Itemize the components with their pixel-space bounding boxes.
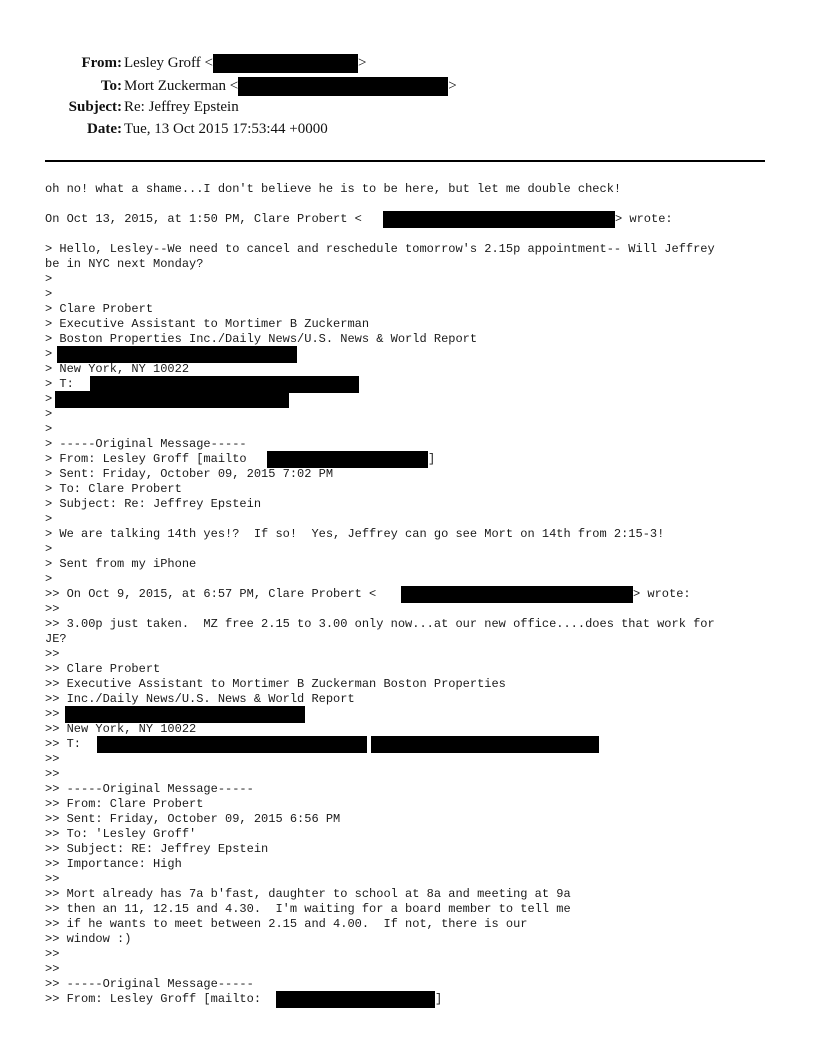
body-line: >> <box>45 602 60 616</box>
body-line: >> New York, NY 10022 <box>45 722 197 736</box>
body-line: >> <box>45 872 60 886</box>
date-label: Date: <box>87 121 122 137</box>
body-line: > New York, NY 10022 <box>45 362 190 376</box>
body-line: >> T: <box>45 737 785 752</box>
body-line: > <box>45 272 53 286</box>
body-line: >> Clare Probert <box>45 662 161 676</box>
body-line: > Clare Probert <box>45 302 154 316</box>
body-line: >> <box>45 647 60 661</box>
body-line: >> From: Lesley Groff [mailto: ] <box>45 992 443 1006</box>
body-line: > Executive Assistant to Mortimer B Zuckerman <box>45 317 370 331</box>
body-line: > Subject: Re: Jeffrey Epstein <box>45 497 262 511</box>
body-line: >> <box>45 767 60 781</box>
redaction-block <box>401 586 633 603</box>
body-line: > <box>45 422 53 436</box>
redaction-block <box>267 451 428 468</box>
body-line: >> -----Original Message----- <box>45 782 254 796</box>
body-line: >> <box>45 707 785 722</box>
from-value: Lesley Groff < > <box>124 53 366 73</box>
body-line: > To: Clare Probert <box>45 482 182 496</box>
body-line: >> -----Original Message----- <box>45 977 254 991</box>
subject-label: Subject: <box>68 99 122 115</box>
redaction-block <box>371 736 599 753</box>
body-line: >> Subject: RE: Jeffrey Epstein <box>45 842 269 856</box>
body-line: >> From: Clare Probert <box>45 797 204 811</box>
body-line: >> On Oct 9, 2015, at 6:57 PM, Clare Probert < > wrote: <box>45 587 691 601</box>
body-line: > From: Lesley Groff [mailto ] <box>45 452 436 466</box>
body-line: > We are talking 14th yes!? If so! Yes, Jeffrey can go see Mort on 14th from 2:15-3! <box>45 527 665 541</box>
to-label: To: <box>100 78 122 94</box>
from-label: From: <box>81 55 122 71</box>
redaction-block <box>213 54 358 73</box>
body-line: > <box>45 407 53 421</box>
body-line: JE? <box>45 632 67 646</box>
body-line: >> Sent: Friday, October 09, 2015 6:56 PM <box>45 812 341 826</box>
body-line: oh no! what a shame...I don't believe he is to be here, but let me double check! <box>45 182 622 196</box>
body-line: > <box>45 347 785 362</box>
subject-value: Re: Jeffrey Epstein <box>124 99 239 115</box>
body-line: >> Mort already has 7a b'fast, daughter to school at 8a and meeting at 9a <box>45 887 571 901</box>
body-line: >> <box>45 962 60 976</box>
redaction-block <box>55 391 289 408</box>
body-line: > <box>45 392 785 407</box>
body-line: >> To: 'Lesley Groff' <box>45 827 197 841</box>
email-body <box>45 182 785 1007</box>
body-line: >> Inc./Daily News/U.S. News & World Report <box>45 692 355 706</box>
body-line: >> <box>45 947 60 961</box>
body-line <box>45 227 785 242</box>
date-value: Tue, 13 Oct 2015 17:53:44 +0000 <box>124 121 328 137</box>
body-line: >> Executive Assistant to Mortimer B Zuckerman Boston Properties <box>45 677 506 691</box>
body-line: >> then an 11, 12.15 and 4.30. I'm waiting for a board member to tell me <box>45 902 571 916</box>
header-divider <box>45 160 765 162</box>
redaction-block <box>97 736 367 753</box>
body-line: > <box>45 512 53 526</box>
redaction-block <box>276 991 435 1008</box>
body-line: On Oct 13, 2015, at 1:50 PM, Clare Probert < > wrote: <box>45 212 673 226</box>
body-line: > Sent from my iPhone <box>45 557 197 571</box>
body-line: > <box>45 572 53 586</box>
redaction-block <box>65 706 305 723</box>
body-line <box>45 197 785 212</box>
body-line: > -----Original Message----- <box>45 437 247 451</box>
body-line: >> Importance: High <box>45 857 182 871</box>
body-line: > T: <box>45 377 785 392</box>
body-line: >> window :) <box>45 932 132 946</box>
body-line: > <box>45 287 53 301</box>
body-line: >> <box>45 752 60 766</box>
body-line: > Hello, Lesley--We need to cancel and reschedule tomorrow's 2.15p appointment-- Will Jeffrey <box>45 242 715 256</box>
body-line: > Sent: Friday, October 09, 2015 7:02 PM <box>45 467 334 481</box>
redaction-block <box>57 346 297 363</box>
body-line: > Boston Properties Inc./Daily News/U.S. News & World Report <box>45 332 478 346</box>
body-line: be in NYC next Monday? <box>45 257 204 271</box>
body-line: >> 3.00p just taken. MZ free 2.15 to 3.00 only now...at our new office....does that work for <box>45 617 715 631</box>
redaction-block <box>383 211 615 228</box>
redaction-block <box>238 77 448 96</box>
body-line: >> if he wants to meet between 2.15 and 4.00. If not, there is our <box>45 917 528 931</box>
to-value: Mort Zuckerman < > <box>124 76 457 96</box>
body-line: > <box>45 542 53 556</box>
